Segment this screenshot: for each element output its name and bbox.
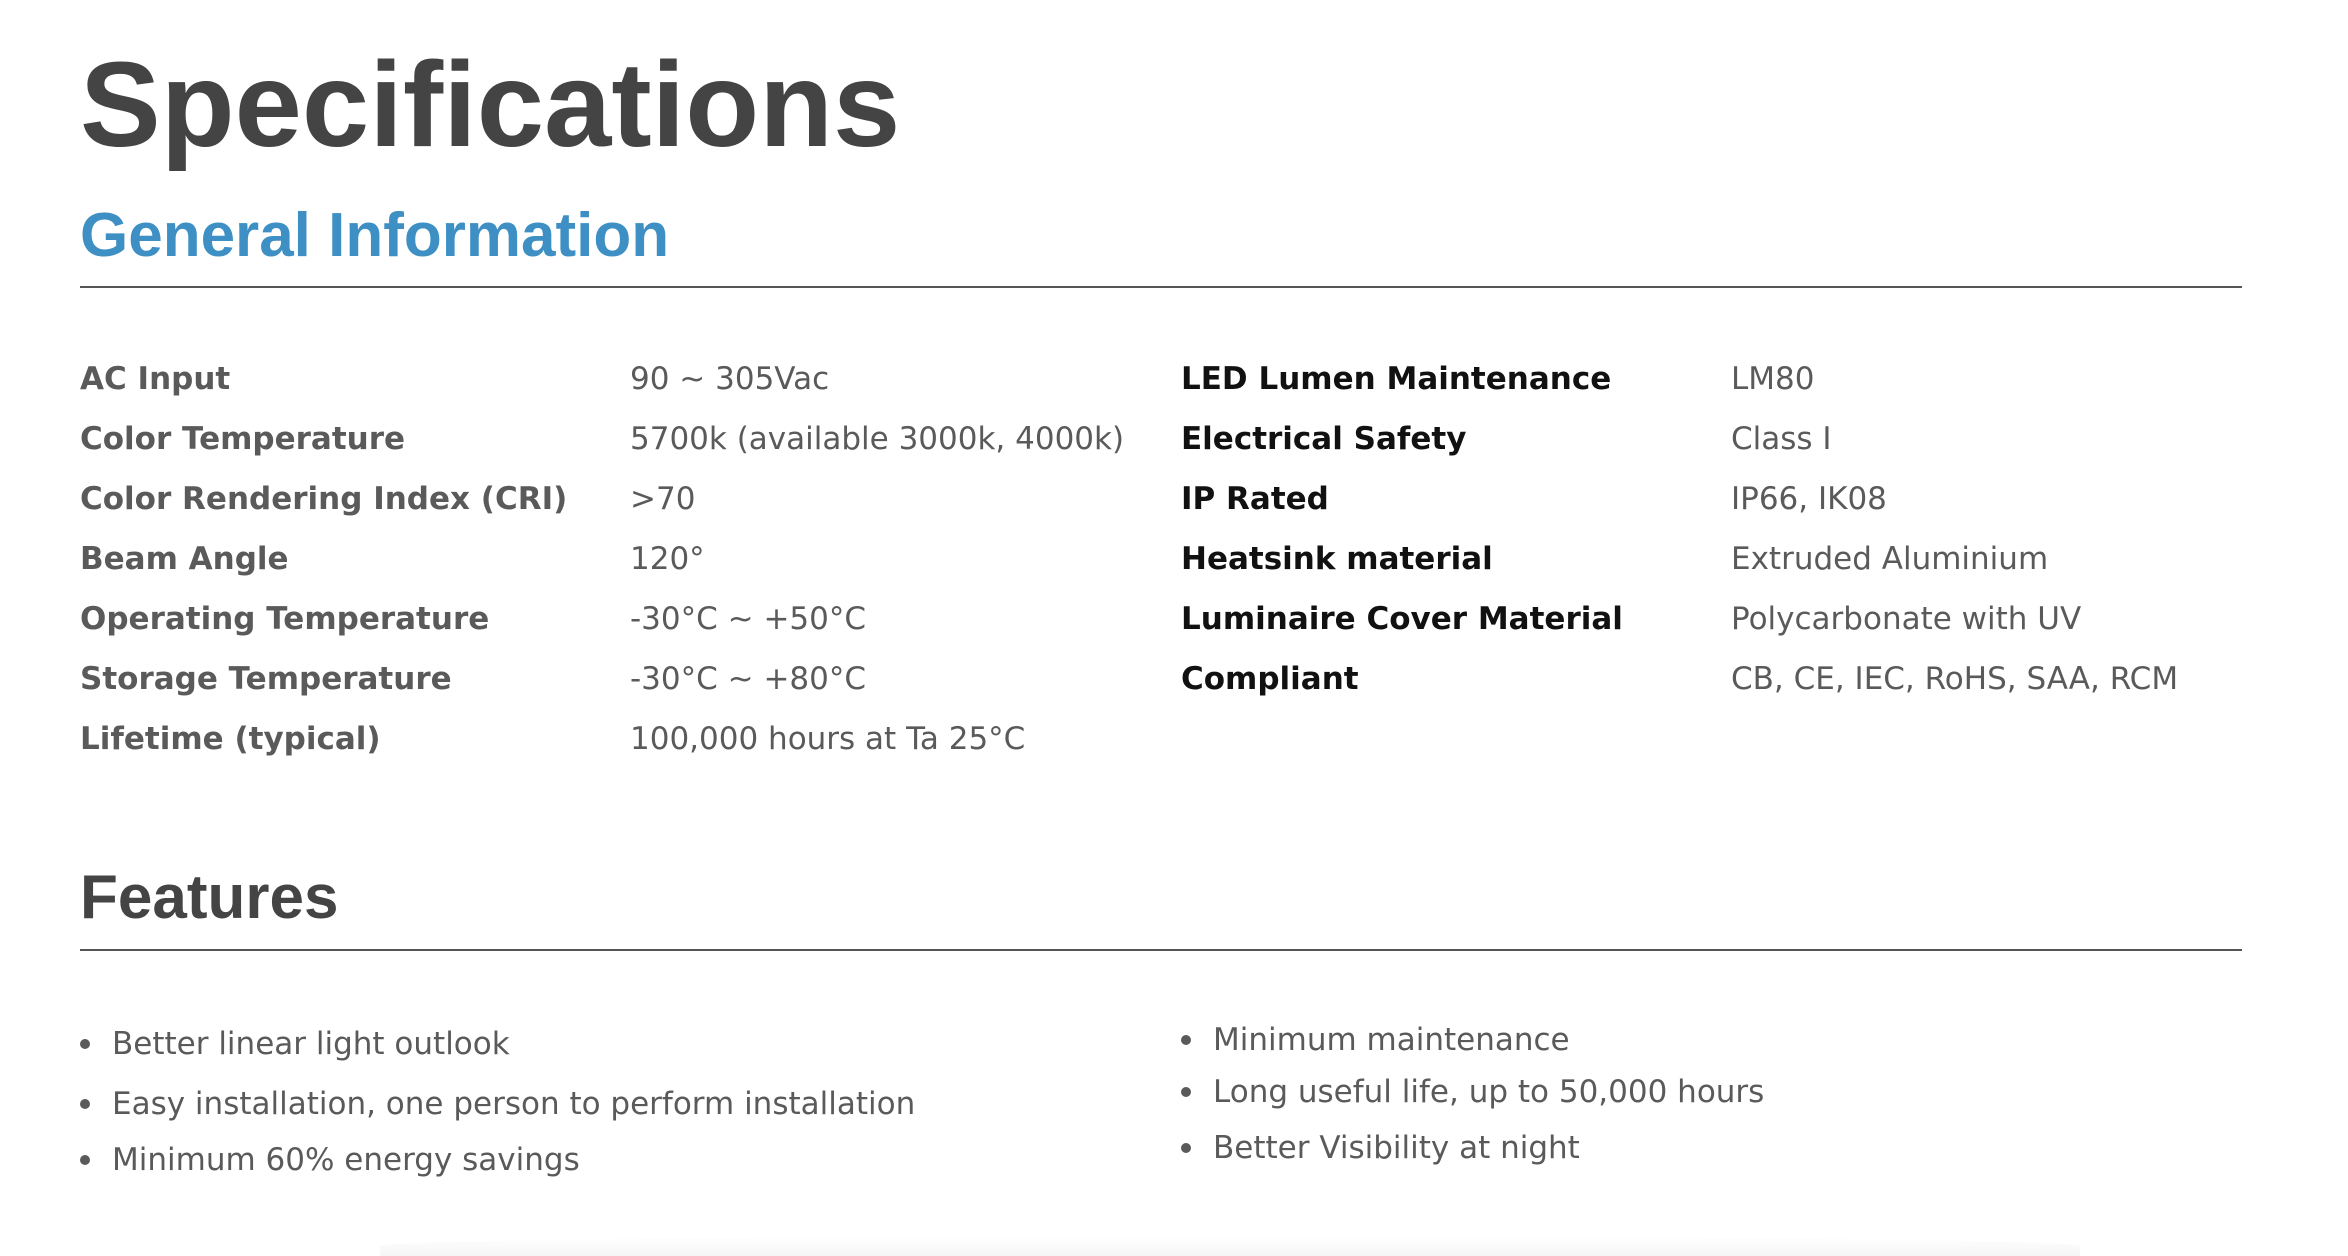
bullet-icon — [80, 1099, 90, 1109]
spec-label: Lifetime (typical) — [80, 721, 381, 757]
spec-label: Luminaire Cover Material — [1181, 601, 1623, 637]
feature-text: Easy installation, one person to perform installation — [112, 1086, 916, 1122]
spec-label: LED Lumen Maintenance — [1181, 361, 1612, 397]
spec-value: -30°C ~ +80°C — [630, 661, 867, 697]
general-information-divider — [80, 286, 2242, 288]
spec-label: Compliant — [1181, 661, 1359, 697]
spec-value: IP66, IK08 — [1731, 481, 1887, 517]
feature-text: Better Visibility at night — [1213, 1130, 1580, 1166]
spec-value: >70 — [630, 481, 696, 517]
spec-value: CB, CE, IEC, RoHS, SAA, RCM — [1731, 661, 2179, 697]
page-title: Specifications — [80, 36, 901, 172]
bullet-icon — [1181, 1143, 1191, 1153]
spec-value: 5700k (available 3000k, 4000k) — [630, 421, 1125, 457]
spec-label: Color Temperature — [80, 421, 406, 457]
spec-label: Color Rendering Index (CRI) — [80, 481, 568, 517]
feature-text: Better linear light outlook — [112, 1026, 510, 1062]
spec-value: Extruded Aluminium — [1731, 541, 2049, 577]
spec-label: Electrical Safety — [1181, 421, 1467, 457]
spec-value: LM80 — [1731, 361, 1815, 397]
spec-value: 90 ~ 305Vac — [630, 361, 830, 397]
features-divider — [80, 949, 2242, 951]
spec-label: Storage Temperature — [80, 661, 452, 697]
bullet-icon — [1181, 1035, 1191, 1045]
feature-text: Minimum maintenance — [1213, 1022, 1570, 1058]
spec-label: Heatsink material — [1181, 541, 1493, 577]
spec-label: Beam Angle — [80, 541, 289, 577]
bullet-icon — [80, 1155, 90, 1165]
spec-value: Polycarbonate with UV — [1731, 601, 2082, 637]
spec-value: 120° — [630, 541, 705, 577]
spec-label: IP Rated — [1181, 481, 1329, 517]
spec-label: AC Input — [80, 361, 231, 397]
spec-value: Class I — [1731, 421, 1832, 457]
feature-text: Long useful life, up to 50,000 hours — [1213, 1074, 1765, 1110]
spec-label: Operating Temperature — [80, 601, 490, 637]
features-heading: Features — [80, 863, 339, 932]
footer-shadow — [380, 1236, 2080, 1256]
feature-text: Minimum 60% energy savings — [112, 1142, 580, 1178]
general-information-heading: General Information — [80, 201, 670, 270]
bullet-icon — [1181, 1087, 1191, 1097]
spec-value: -30°C ~ +50°C — [630, 601, 867, 637]
bullet-icon — [80, 1039, 90, 1049]
spec-value: 100,000 hours at Ta 25°C — [630, 721, 1026, 757]
